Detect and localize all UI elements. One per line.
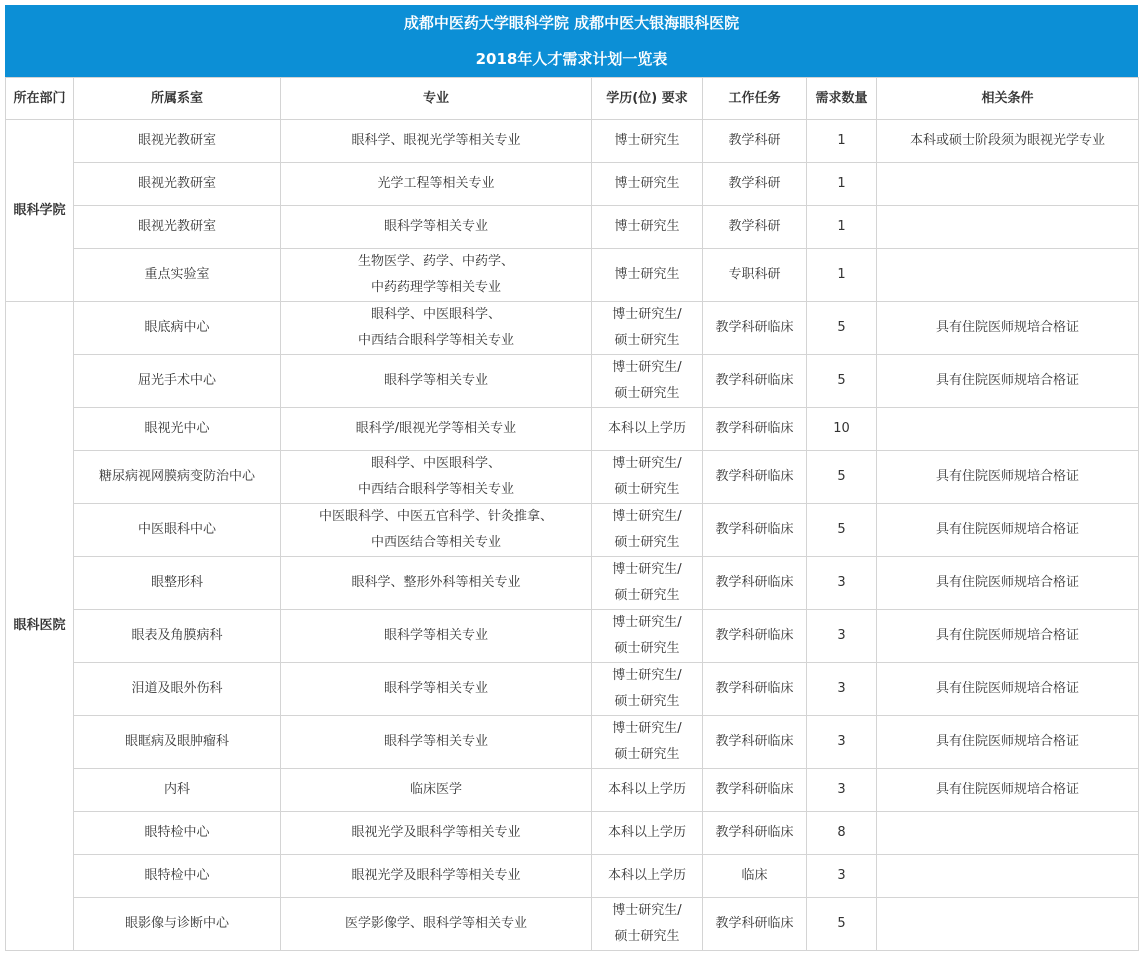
room-cell: 内科 — [74, 769, 281, 812]
room-cell: 屈光手术中心 — [74, 355, 281, 408]
education-cell-line: 硕士研究生 — [614, 333, 680, 348]
conditions-cell — [877, 249, 1139, 302]
major-cell-line: 医学影像学、眼科学等相关专业 — [344, 916, 527, 931]
education-cell-line: 硕士研究生 — [614, 386, 680, 401]
table-row — [6, 163, 1139, 206]
header-room: 所属系室 — [74, 78, 281, 120]
major-cell — [281, 451, 592, 504]
major-cell-line: 眼科学、眼视光学等相关专业 — [351, 133, 521, 148]
major-cell — [281, 120, 592, 163]
quantity-cell: 1 — [807, 163, 877, 206]
education-cell — [592, 716, 703, 769]
major-cell-line: 中西结合眼科学等相关专业 — [357, 333, 514, 348]
table-body — [6, 120, 1139, 951]
education-cell-line: 硕士研究生 — [614, 588, 680, 603]
table-row — [6, 663, 1139, 716]
task-cell: 教学科研临床 — [703, 557, 807, 610]
education-cell-line: 博士研究生/ — [612, 562, 682, 577]
conditions-cell: 具有住院医师规培合格证 — [877, 716, 1139, 769]
conditions-cell — [877, 855, 1139, 898]
major-cell-line: 临床医学 — [409, 782, 462, 797]
banner-title-line2: 2018年人才需求计划一览表 — [475, 50, 668, 68]
room-cell: 眼底病中心 — [74, 302, 281, 355]
task-cell: 教学科研临床 — [703, 663, 807, 716]
quantity-cell: 5 — [807, 302, 877, 355]
education-cell-line: 硕士研究生 — [614, 694, 680, 709]
quantity-cell: 3 — [807, 557, 877, 610]
room-cell: 眼眶病及眼肿瘤科 — [74, 716, 281, 769]
education-cell-line: 硕士研究生 — [614, 482, 680, 497]
quantity-cell: 10 — [807, 408, 877, 451]
room-cell: 重点实验室 — [74, 249, 281, 302]
table-row — [6, 206, 1139, 249]
room-cell: 泪道及眼外伤科 — [74, 663, 281, 716]
major-cell-line: 眼科学等相关专业 — [383, 734, 488, 749]
room-cell: 眼表及角膜病科 — [74, 610, 281, 663]
header-row — [6, 78, 1139, 120]
education-cell — [592, 898, 703, 951]
task-cell: 教学科研临床 — [703, 302, 807, 355]
major-cell — [281, 716, 592, 769]
major-cell — [281, 163, 592, 206]
education-cell-line: 博士研究生/ — [612, 721, 682, 736]
room-cell: 眼特检中心 — [74, 855, 281, 898]
table-row — [6, 716, 1139, 769]
quantity-cell: 1 — [807, 120, 877, 163]
quantity-cell: 3 — [807, 716, 877, 769]
major-cell — [281, 408, 592, 451]
conditions-cell: 具有住院医师规培合格证 — [877, 504, 1139, 557]
task-cell: 教学科研临床 — [703, 610, 807, 663]
education-cell-line: 博士研究生/ — [612, 903, 682, 918]
education-cell — [592, 451, 703, 504]
major-cell-line: 中医眼科学、中医五官科学、针灸推拿、 — [318, 509, 553, 524]
room-cell: 眼影像与诊断中心 — [74, 898, 281, 951]
education-cell-line: 硕士研究生 — [614, 535, 680, 550]
education-cell-line: 博士研究生/ — [612, 509, 682, 524]
conditions-cell — [877, 812, 1139, 855]
major-cell-line: 眼视光学及眼科学等相关专业 — [351, 868, 521, 883]
quantity-cell: 3 — [807, 769, 877, 812]
education-cell-line: 博士研究生 — [614, 176, 680, 191]
education-cell — [592, 302, 703, 355]
conditions-cell — [877, 408, 1139, 451]
room-cell: 糖尿病视网膜病变防治中心 — [74, 451, 281, 504]
education-cell — [592, 249, 703, 302]
task-cell: 教学科研临床 — [703, 812, 807, 855]
major-cell-line: 眼视光学及眼科学等相关专业 — [351, 825, 521, 840]
major-cell-line: 眼科学等相关专业 — [383, 219, 488, 234]
table-row — [6, 557, 1139, 610]
education-cell-line: 博士研究生/ — [612, 360, 682, 375]
education-cell-line: 硕士研究生 — [614, 929, 680, 944]
header-education: 学历(位) 要求 — [592, 78, 703, 120]
major-cell-line: 眼科学、整形外科等相关专业 — [351, 575, 521, 590]
table-row — [6, 408, 1139, 451]
quantity-cell: 3 — [807, 855, 877, 898]
table-row — [6, 812, 1139, 855]
conditions-cell: 具有住院医师规培合格证 — [877, 451, 1139, 504]
education-cell-line: 本科以上学历 — [607, 868, 686, 883]
major-cell — [281, 249, 592, 302]
quantity-cell: 5 — [807, 451, 877, 504]
quantity-cell: 5 — [807, 898, 877, 951]
education-cell-line: 博士研究生/ — [612, 307, 682, 322]
conditions-cell: 具有住院医师规培合格证 — [877, 557, 1139, 610]
task-cell: 教学科研临床 — [703, 451, 807, 504]
conditions-cell: 具有住院医师规培合格证 — [877, 769, 1139, 812]
education-cell — [592, 812, 703, 855]
task-cell: 教学科研临床 — [703, 355, 807, 408]
table-row — [6, 451, 1139, 504]
recruitment-table-container — [5, 5, 1138, 951]
table-row — [6, 504, 1139, 557]
major-cell — [281, 206, 592, 249]
header-task: 工作任务 — [703, 78, 807, 120]
education-cell — [592, 504, 703, 557]
major-cell-line: 生物医学、药学、中药学、 — [357, 254, 514, 269]
conditions-cell: 具有住院医师规培合格证 — [877, 355, 1139, 408]
task-cell: 专职科研 — [703, 249, 807, 302]
education-cell — [592, 663, 703, 716]
conditions-cell — [877, 163, 1139, 206]
major-cell-line: 眼科学、中医眼科学、 — [370, 307, 501, 322]
conditions-cell: 具有住院医师规培合格证 — [877, 663, 1139, 716]
table-row — [6, 855, 1139, 898]
header-dept: 所在部门 — [6, 78, 74, 120]
education-cell-line: 博士研究生/ — [612, 456, 682, 471]
education-cell-line: 硕士研究生 — [614, 641, 680, 656]
table-row — [6, 302, 1139, 355]
education-cell-line: 本科以上学历 — [607, 782, 686, 797]
room-cell: 眼视光中心 — [74, 408, 281, 451]
table-row — [6, 769, 1139, 812]
table-row — [6, 120, 1139, 163]
major-cell — [281, 898, 592, 951]
task-cell: 临床 — [703, 855, 807, 898]
education-cell — [592, 163, 703, 206]
major-cell-line: 眼科学、中医眼科学、 — [370, 456, 501, 471]
major-cell-line: 中药药理学等相关专业 — [370, 280, 501, 295]
education-cell — [592, 769, 703, 812]
major-cell-line: 中西结合眼科学等相关专业 — [357, 482, 514, 497]
major-cell-line: 眼科学/眼视光学等相关专业 — [355, 421, 517, 436]
major-cell-line: 中西医结合等相关专业 — [370, 535, 501, 550]
quantity-cell: 1 — [807, 206, 877, 249]
table-banner — [5, 5, 1138, 77]
task-cell: 教学科研临床 — [703, 504, 807, 557]
education-cell-line: 博士研究生 — [614, 219, 680, 234]
room-cell: 眼整形科 — [74, 557, 281, 610]
education-cell — [592, 355, 703, 408]
conditions-cell: 本科或硕士阶段须为眼视光学专业 — [877, 120, 1139, 163]
header-quantity: 需求数量 — [807, 78, 877, 120]
task-cell: 教学科研 — [703, 163, 807, 206]
education-cell — [592, 855, 703, 898]
major-cell — [281, 504, 592, 557]
quantity-cell: 1 — [807, 249, 877, 302]
room-cell: 中医眼科中心 — [74, 504, 281, 557]
table-row — [6, 898, 1139, 951]
conditions-cell — [877, 898, 1139, 951]
table-row — [6, 249, 1139, 302]
quantity-cell: 8 — [807, 812, 877, 855]
table-row — [6, 610, 1139, 663]
education-cell — [592, 610, 703, 663]
task-cell: 教学科研临床 — [703, 408, 807, 451]
task-cell: 教学科研临床 — [703, 898, 807, 951]
header-major: 专业 — [281, 78, 592, 120]
education-cell-line: 硕士研究生 — [614, 747, 680, 762]
banner-title-line1: 成都中医药大学眼科学院 成都中医大银海眼科医院 — [403, 14, 740, 32]
dept-cell: 眼科医院 — [6, 302, 74, 951]
major-cell — [281, 355, 592, 408]
conditions-cell — [877, 206, 1139, 249]
major-cell-line: 眼科学等相关专业 — [383, 628, 488, 643]
education-cell-line: 博士研究生 — [614, 267, 680, 282]
education-cell-line: 本科以上学历 — [607, 825, 686, 840]
quantity-cell: 3 — [807, 663, 877, 716]
room-cell: 眼特检中心 — [74, 812, 281, 855]
major-cell — [281, 769, 592, 812]
task-cell: 教学科研临床 — [703, 769, 807, 812]
quantity-cell: 3 — [807, 610, 877, 663]
recruitment-table — [5, 77, 1139, 951]
major-cell-line: 眼科学等相关专业 — [383, 373, 488, 388]
education-cell-line: 本科以上学历 — [607, 421, 686, 436]
major-cell-line: 光学工程等相关专业 — [377, 176, 495, 191]
major-cell — [281, 663, 592, 716]
major-cell — [281, 557, 592, 610]
header-conditions: 相关条件 — [877, 78, 1139, 120]
education-cell-line: 博士研究生/ — [612, 615, 682, 630]
major-cell — [281, 855, 592, 898]
task-cell: 教学科研临床 — [703, 716, 807, 769]
task-cell: 教学科研 — [703, 206, 807, 249]
major-cell — [281, 610, 592, 663]
education-cell — [592, 408, 703, 451]
major-cell — [281, 812, 592, 855]
major-cell — [281, 302, 592, 355]
table-row — [6, 355, 1139, 408]
education-cell — [592, 120, 703, 163]
quantity-cell: 5 — [807, 504, 877, 557]
task-cell: 教学科研 — [703, 120, 807, 163]
dept-cell: 眼科学院 — [6, 120, 74, 302]
education-cell — [592, 206, 703, 249]
major-cell-line: 眼科学等相关专业 — [383, 681, 488, 696]
education-cell-line: 博士研究生 — [614, 133, 680, 148]
room-cell: 眼视光教研室 — [74, 206, 281, 249]
room-cell: 眼视光教研室 — [74, 163, 281, 206]
quantity-cell: 5 — [807, 355, 877, 408]
conditions-cell: 具有住院医师规培合格证 — [877, 302, 1139, 355]
conditions-cell: 具有住院医师规培合格证 — [877, 610, 1139, 663]
education-cell — [592, 557, 703, 610]
education-cell-line: 博士研究生/ — [612, 668, 682, 683]
room-cell: 眼视光教研室 — [74, 120, 281, 163]
